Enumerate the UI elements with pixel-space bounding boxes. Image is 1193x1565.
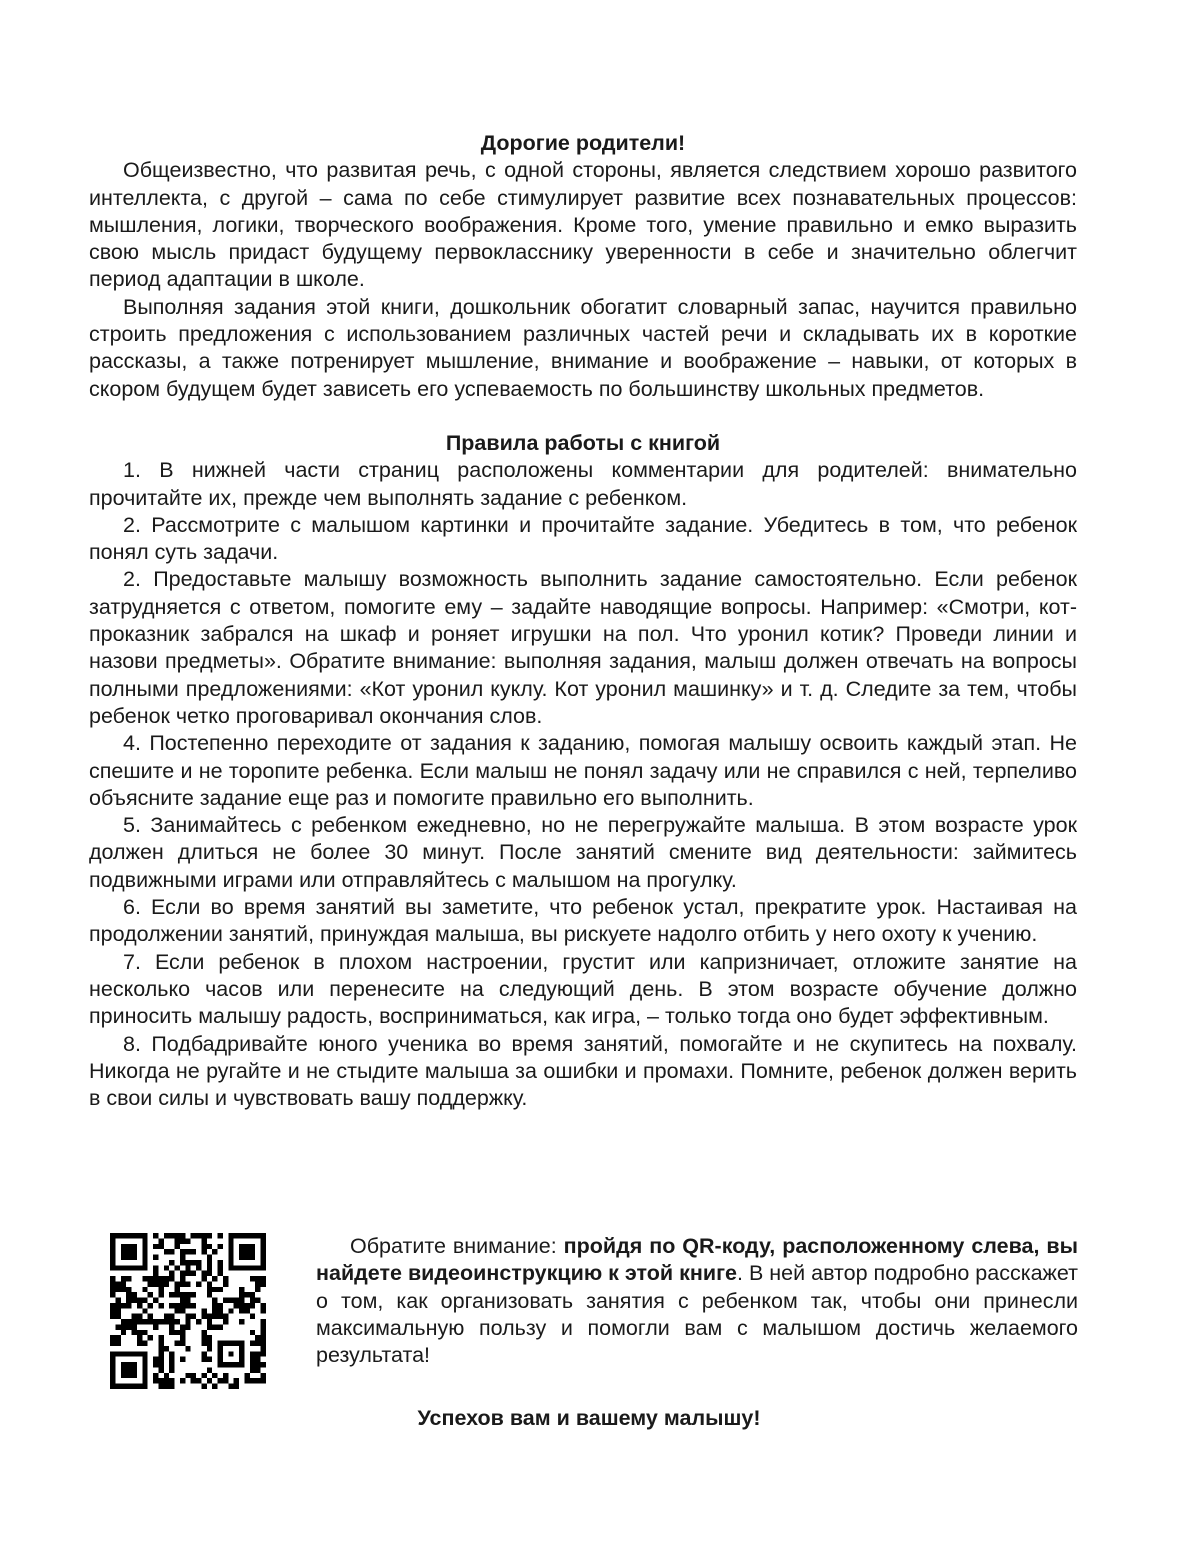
intro-paragraph-2: Выполняя задания этой книги, дошкольник обогатит словарный запас, научится правильно строить предложения с использованием различных частей речи и складывать их в короткие рассказы, а также потренирует мышление, внимание и воображение – навыки, от которых в скором будущем будет зависеть его успеваемость по большинству школьных предметов. (89, 294, 1077, 401)
rule-item-8: 8. Подбадривайте юного ученика во время занятий, помогайте и не скупитесь на похвалу. Никогда не ругайте и не стыдите малыша за ошибки и промахи. Помните, ребенок должен верить в свои силы и чувствовать вашу поддержку. (89, 1031, 1077, 1111)
rules-title: Правила работы с книгой (445, 430, 721, 455)
rule-item-7: 7. Если ребенок в плохом настроении, грустит или капризничает, отложите занятие на несколько часов или перенесите на следующий день. В этом возрасте обучение должно приносить малышу радость, восприниматься, как игра, – только тогда оно будет эффективным. (89, 949, 1077, 1029)
rule-item-4: 4. Постепенно переходите от задания к заданию, помогая малышу освоить каждый этап. Не спешите и не торопите ребенка. Если малыш не понял задачу или не справился с ней, терпеливо объясните задание еще раз и помогите правильно его выполнить. (89, 731, 1077, 810)
qr-code-icon[interactable] (110, 1233, 266, 1389)
qr-note-bold: пройдя по QR-коду, расположенному слева, вы найдете видеоинструкцию к этой книге (316, 1234, 1078, 1286)
qr-note-rest: . В ней автор подробно расскажет о том, как организовать занятия с ребенком так, чтобы они принесли максимальную пользу и помогли вам с малышом достичь желаемого результата! (316, 1261, 1078, 1368)
rule-item-1: 1. В нижней части страниц расположены комментарии для родителей: внимательно прочитайте их, прежде чем выполнять задание с ребенком. (89, 458, 1077, 510)
rule-item-2: 2. Рассмотрите с малышом картинки и прочитайте задание. Убедитесь в том, что ребенок понял суть задачи. (89, 512, 1077, 565)
rule-item-5: 5. Занимайтесь с ребенком ежедневно, но не перегружайте малыша. В этом возрасте урок должен длиться не более 30 минут. После занятий смените вид деятельности: займитесь подвижными играми или отправляйтесь с малышом на прогулку. (89, 813, 1077, 892)
qr-note-lead: Обратите внимание: (350, 1234, 564, 1258)
rule-item-3: 2. Предоставьте малышу возможность выполнить задание самостоятельно. Если ребенок затрудняется с ответом, помогите ему – задайте наводящие вопросы. Например: «Смотри, кот-проказник забрался на шкаф и роняет игрушки на пол. Что уронил котик? Проведи линии и назови предметы». Обратите внимание: выполняя задания, малыш должен отвечать на вопросы полными предложениями: «Кот уронил куклу. Кот уронил машинку» и т. д. Следите за тем, чтобы ребенок четко проговаривал окончания слов. (89, 567, 1077, 728)
intro-paragraph-1: Общеизвестно, что развитая речь, с одной стороны, является следствием хорошо развитого интеллекта, с другой – сама по себе стимулирует развитие всех познавательных процессов: мышления, логики, творческого воображения. Кроме того, умение правильно и емко выразить свою мысль придаст будущему первокласснику уверенности в себе и значительно облегчит период адаптации в школе. (89, 158, 1077, 292)
section-gap (89, 403, 1077, 430)
rule-item-6: 6. Если во время занятий вы заметите, что ребенок устал, прекратите урок. Настаивая на продолжении занятий, принуждая малыша, вы рискуете надолго отбить у него охоту к учению. (89, 895, 1077, 947)
qr-section (110, 1233, 1077, 1393)
main-content (89, 130, 1077, 1112)
qr-note (316, 1233, 1078, 1369)
intro-title: Дорогие родители! (480, 131, 686, 155)
closing-line: Успехов вам и вашему малышу! (417, 1406, 761, 1430)
